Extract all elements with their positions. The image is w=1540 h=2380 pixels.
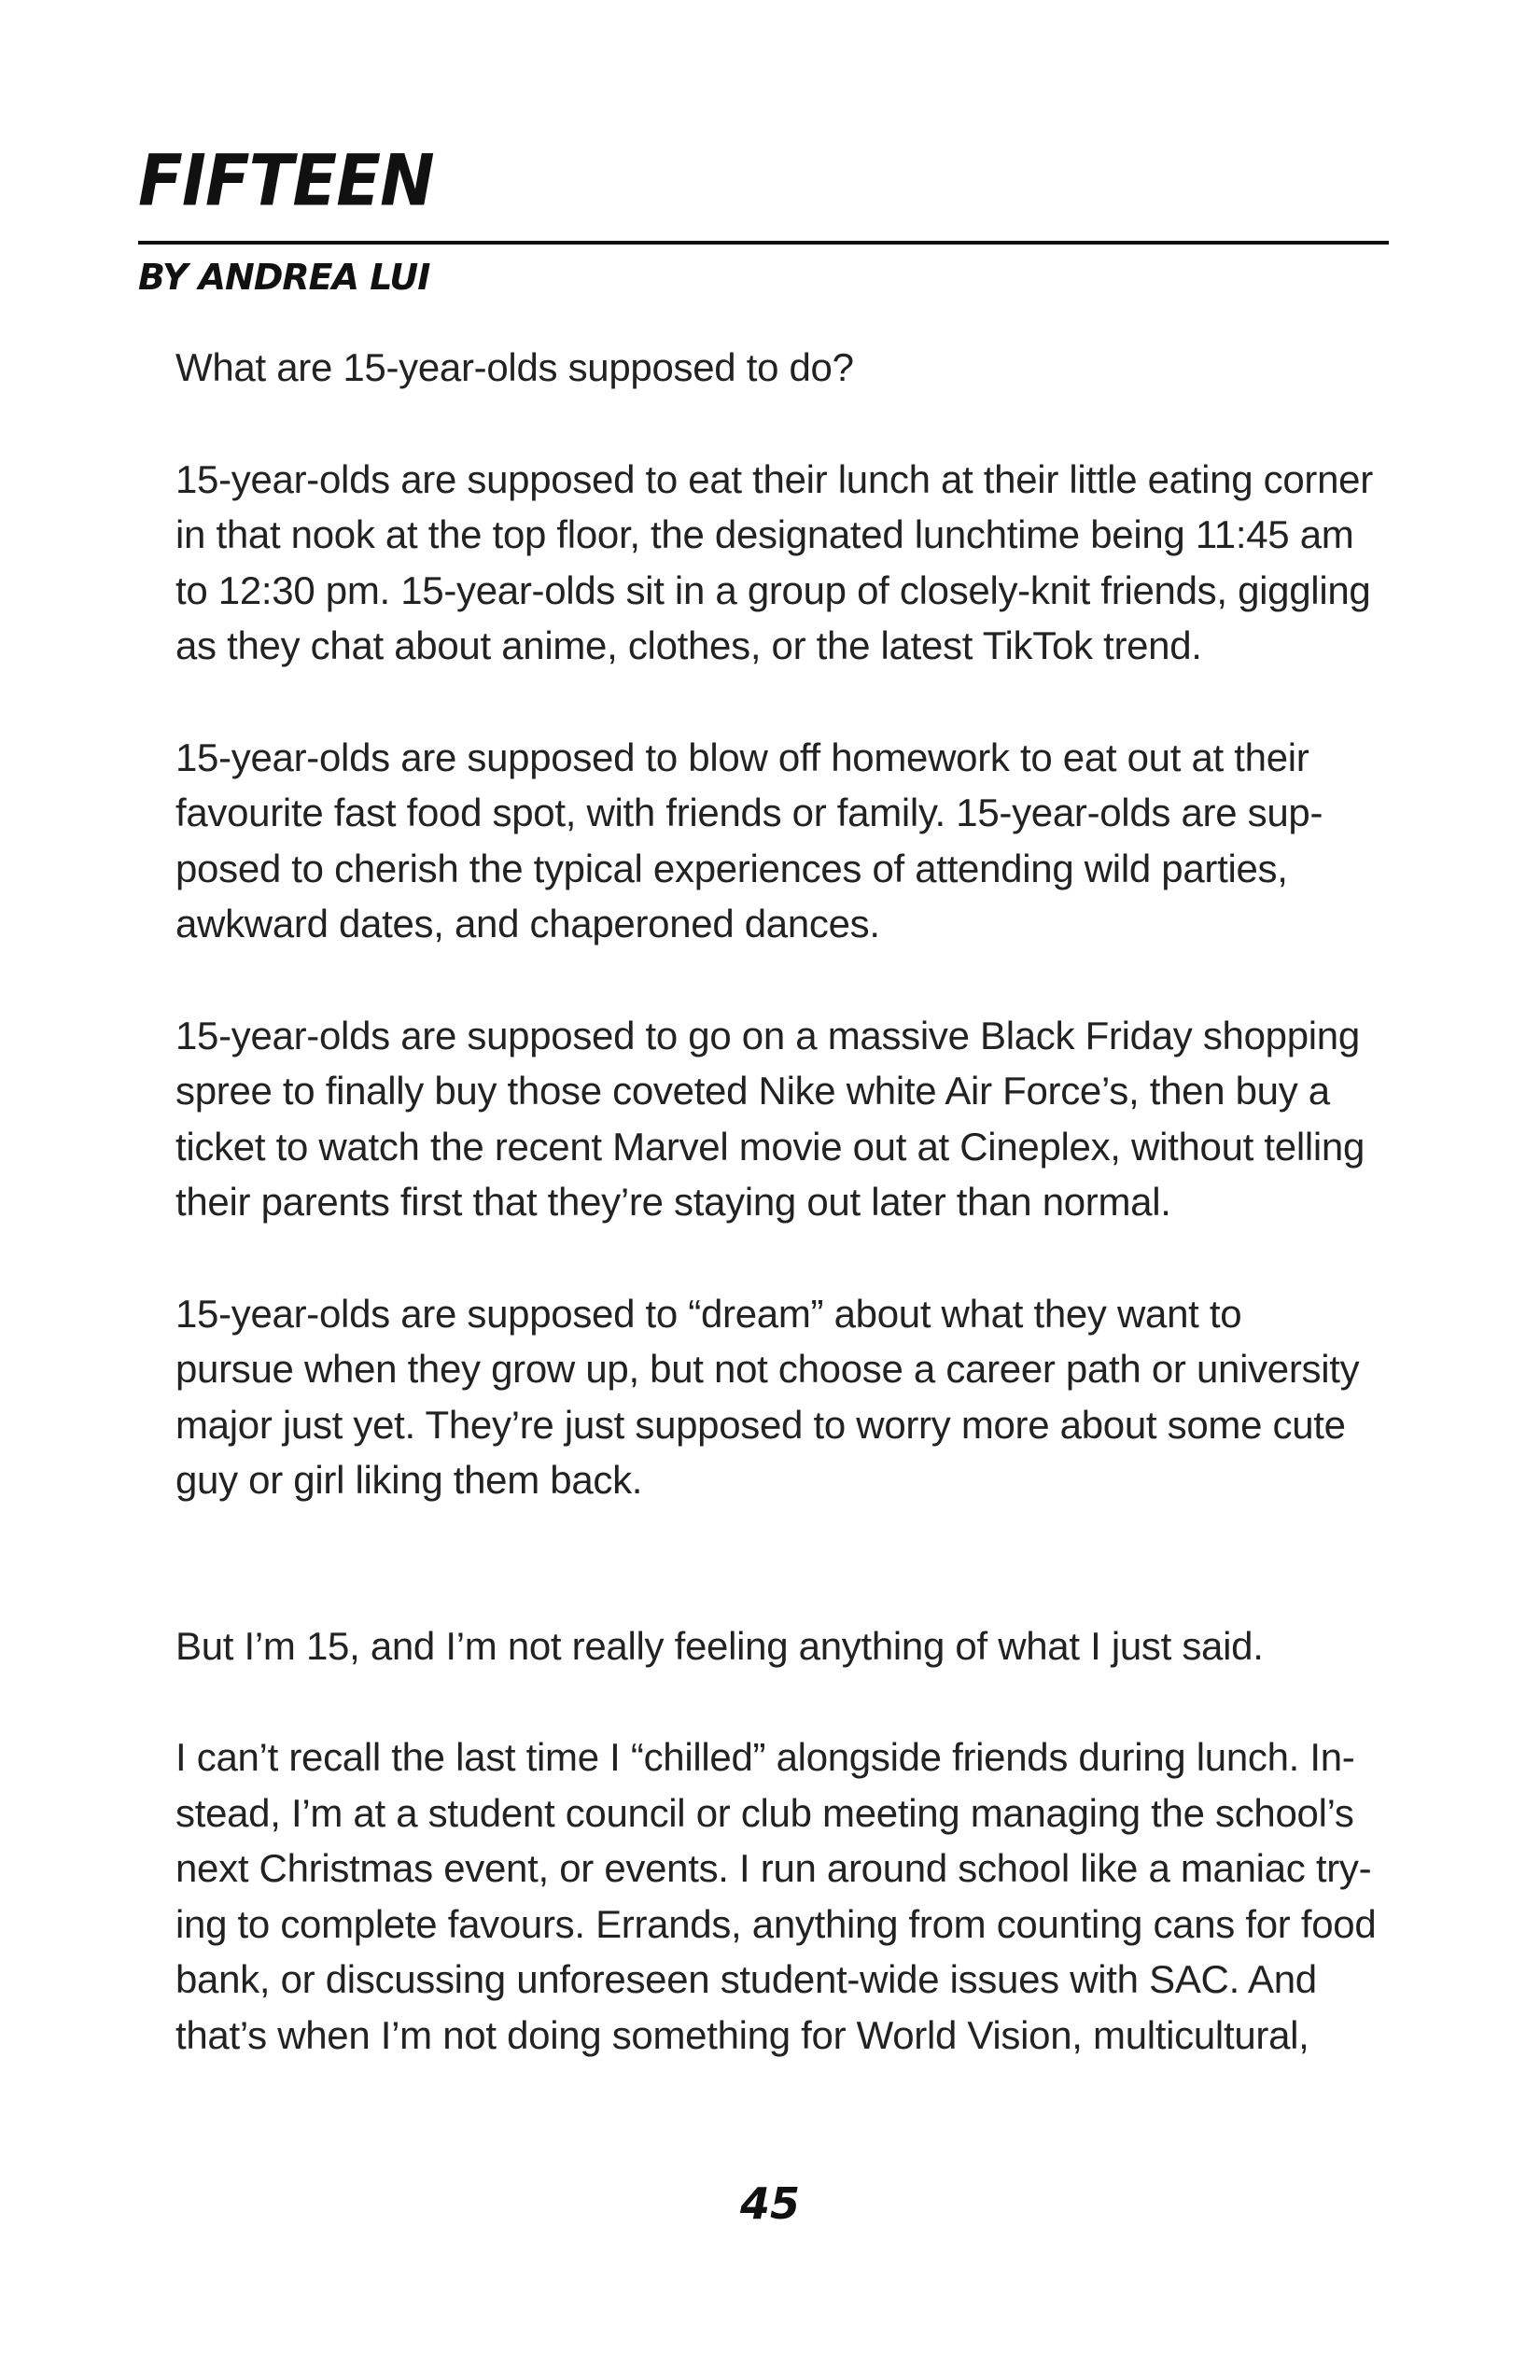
paragraph-shopping: 15-year-olds are supposed to go on a massive Black Friday shopping spree to finally buy those coveted Nike white Air Force’s, then buy a ticket to watch the recent Marvel movie out at Cineplex, without telling their parents first that they’re staying out later than normal. — [175, 1013, 1365, 1224]
paragraph-but: But I’m 15, and I’m not really feeling anything of what I just said. — [175, 1623, 1264, 1668]
title-divider — [138, 241, 1389, 245]
paragraph-homework: 15-year-olds are supposed to blow off homework to eat out at their favourite fast food spot, with friends or family. 15-year-olds are sup- posed to cherish the typical experiences of attending wild parties, awkward dates, and chaperoned dances. — [175, 735, 1323, 945]
paragraph-council: I can’t recall the last time I “chilled” alongside friends during lunch. In- stead, I’m at a student council or club meeting managing the school’s next Christmas event, or events. I run around school like a maniac try- ing to complete favours. Errands, anything from counting cans for food bank, or discussing unforeseen student-wide issues with SAC. And that’s when I’m not doing something for World Vision, multicultural, — [175, 1735, 1377, 2057]
article-body — [175, 340, 1398, 2119]
page-title: FIFTEEN — [138, 139, 434, 223]
paragraph-lunch: 15-year-olds are supposed to eat their lunch at their little eating corner in that nook at the top floor, the designated lunchtime being 11:45 am to 12:30 pm. 15-year-olds sit in a group of closely-knit friends, giggling as they chat about anime, clothes, or the latest TikTok trend. — [175, 456, 1373, 667]
page-number: 45 — [739, 2178, 800, 2229]
author-byline: BY ANDREA LUI — [138, 257, 430, 298]
paragraph-dream: 15-year-olds are supposed to “dream” about what they want to pursue when they grow up, but not choose a career path or university major just yet. They’re just supposed to worry more about some cute guy or girl liking them back. — [175, 1291, 1360, 1502]
paragraph-question: What are 15-year-olds supposed to do? — [175, 345, 854, 389]
